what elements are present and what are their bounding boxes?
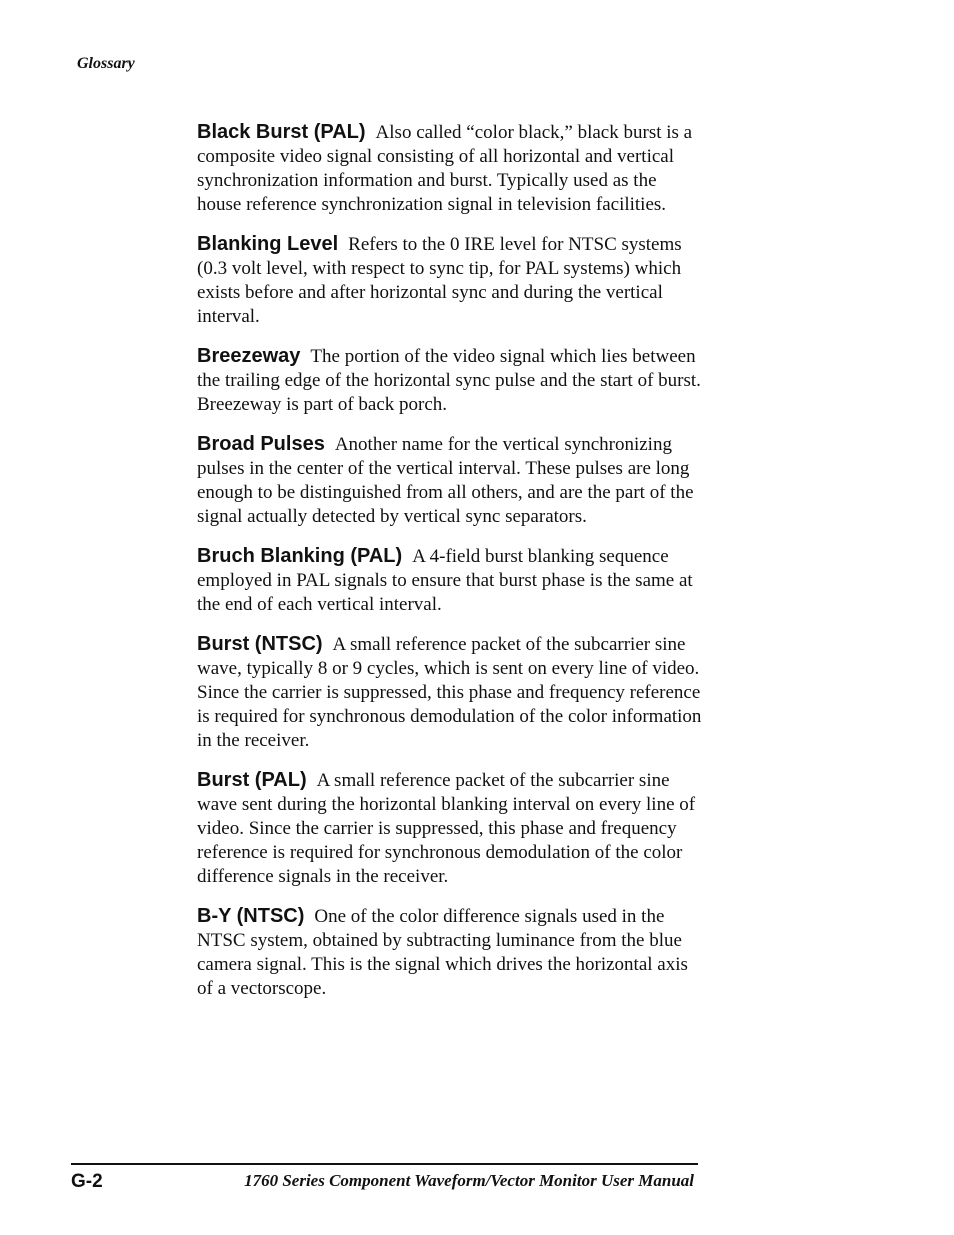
glossary-definition: A 4-field burst blanking sequence employed in PAL signals to ensure that burst phase is the same at the end of each vertical interval. bbox=[197, 546, 693, 615]
glossary-entries bbox=[197, 120, 705, 1016]
page-number: G-2 bbox=[71, 1171, 103, 1192]
glossary-term: B-Y (NTSC) bbox=[197, 905, 305, 927]
glossary-term: Burst (PAL) bbox=[197, 769, 307, 791]
glossary-definition: A small reference packet of the subcarrier sine wave sent during the horizontal blanking interval on every line of video. Since the carrier is suppressed, this phase and frequency reference is required for synchronous demodulation of the color difference signals in the receiver. bbox=[197, 770, 696, 887]
glossary-term: Broad Pulses bbox=[197, 433, 325, 455]
glossary-term: Breezeway bbox=[197, 345, 301, 367]
glossary-definition: Also called “color black,” black burst is a composite video signal consisting of all horizontal and vertical synchronization information and burst. Typically used as the house reference synchronization signal in television facilities. bbox=[197, 122, 693, 215]
glossary-entry bbox=[197, 120, 705, 217]
glossary-term: Black Burst (PAL) bbox=[197, 121, 366, 143]
glossary-definition: Refers to the 0 IRE level for NTSC systems (0.3 volt level, with respect to sync tip, for PAL systems) which exists before and after horizontal sync and during the vertical interval. bbox=[197, 234, 682, 327]
glossary-term: Burst (NTSC) bbox=[197, 633, 323, 655]
glossary-entry bbox=[197, 632, 705, 753]
glossary-entry bbox=[197, 432, 705, 529]
glossary-entry bbox=[197, 904, 705, 1001]
running-head: Glossary bbox=[77, 55, 135, 72]
glossary-definition: The portion of the video signal which lies between the trailing edge of the horizontal sync pulse and the start of burst. Breezeway is part of back porch. bbox=[197, 346, 701, 415]
glossary-entry bbox=[197, 344, 705, 417]
glossary-definition: One of the color difference signals used in the NTSC system, obtained by subtracting luminance from the blue camera signal. This is the signal which drives the horizontal axis of a vectorscope. bbox=[197, 906, 688, 999]
glossary-definition: A small reference packet of the subcarrier sine wave, typically 8 or 9 cycles, which is sent on every line of video. Since the carrier is suppressed, this phase and frequency reference is required for synchronous demodulation of the color information in the receiver. bbox=[197, 634, 702, 751]
glossary-term: Blanking Level bbox=[197, 233, 339, 255]
footer-divider bbox=[71, 1163, 698, 1165]
glossary-definition: Another name for the vertical synchronizing pulses in the center of the vertical interval. These pulses are long enough to be distinguished from all others, and are the part of the signal actually detected by vertical sync separators. bbox=[197, 434, 694, 527]
glossary-term: Bruch Blanking (PAL) bbox=[197, 545, 403, 567]
manual-title: 1760 Series Component Waveform/Vector Monitor User Manual bbox=[244, 1171, 694, 1190]
glossary-entry bbox=[197, 768, 705, 889]
glossary-entry bbox=[197, 544, 705, 617]
glossary-entry bbox=[197, 232, 705, 329]
